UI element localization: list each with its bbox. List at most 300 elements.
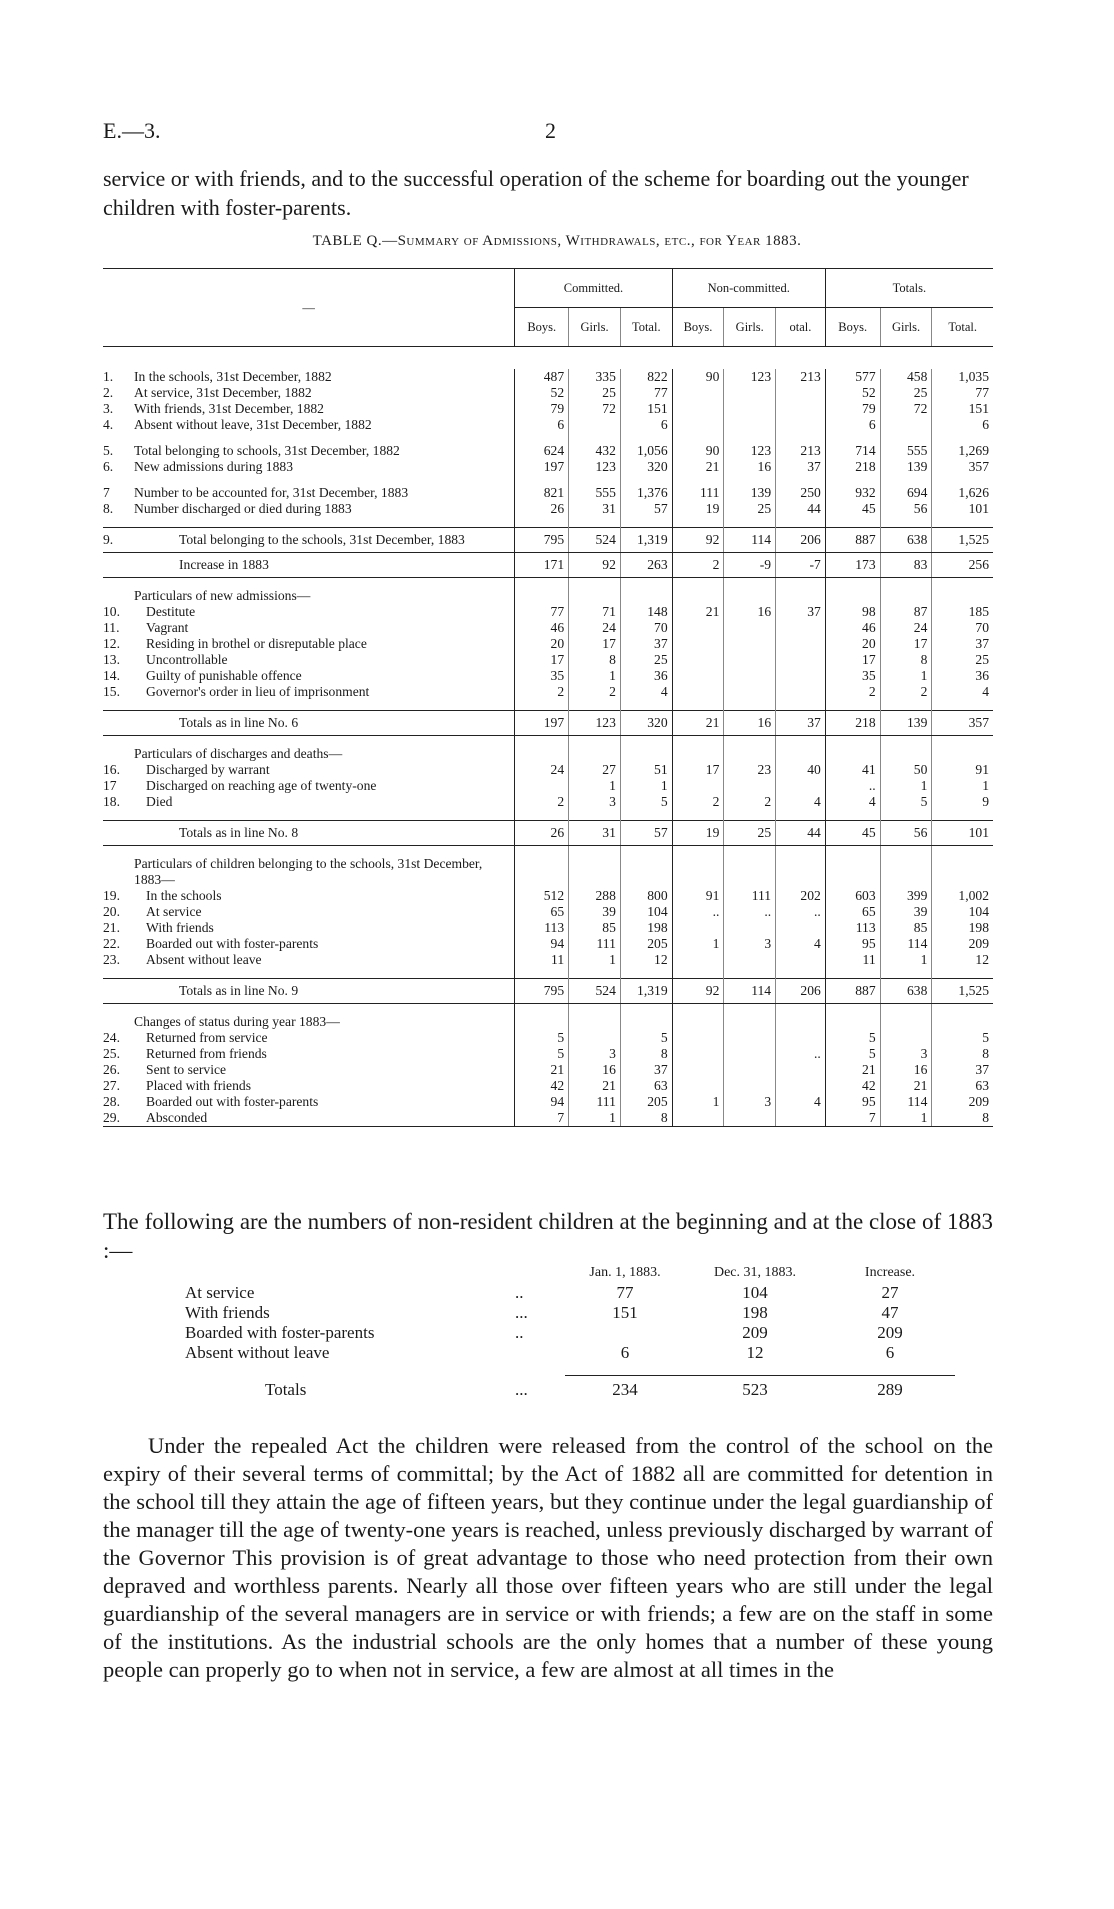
spacer-row [103, 1004, 993, 1015]
table-cell: 85 [569, 920, 621, 936]
row-label: Vagrant [146, 620, 189, 635]
table-cell: 20 [825, 636, 880, 652]
spacer-row [103, 810, 993, 821]
table-cell: 17 [880, 636, 932, 652]
table-cell: 65 [515, 904, 569, 920]
table-cell [515, 746, 569, 762]
table-cell: 17 [825, 652, 880, 668]
nr-value: 289 [877, 1380, 903, 1399]
row-label: Absent without leave [146, 952, 262, 967]
table-cell [776, 778, 826, 794]
table-cell [672, 620, 724, 636]
col-header: Girls. [724, 308, 776, 347]
nr-leader-dots: .. [515, 1283, 524, 1302]
table-cell: 91 [932, 762, 993, 778]
table-cell: 71 [569, 604, 621, 620]
page-number: 2 [545, 118, 556, 143]
table-cell: 4 [776, 794, 826, 810]
nr-value: 523 [742, 1380, 768, 1399]
table-cell: 98 [825, 604, 880, 620]
body-paragraph-text: Under the repealed Act the children were released from the control of the school on the expiry of their several terms of committal; by the Act of 1882 all are committed for detention in the school till they attain the age of fifteen years, but they continue under the legal guardianship of the manager till the age of twenty-one years is reached, unless previously discharged by warrant of the Governor This provision is of great advantage to those who need protection from their own depraved and worthless parents. Nearly all those over fifteen years who are still under the legal guardianship of the several managers are in service or with friends; a few are on the staff in some of the institutions. As the industrial schools are the only homes that a number of these young people can properly go to when not in service, a few are almost at all times in the [103, 1433, 993, 1682]
row-number: 20. [103, 904, 120, 919]
table-cell [932, 1014, 993, 1030]
total-row [103, 553, 993, 578]
table-cell: 458 [880, 369, 932, 385]
col-header: Boys. [825, 308, 880, 347]
row-label: Discharged on reaching age of twenty-one [146, 778, 377, 793]
table-cell: 2 [825, 684, 880, 700]
table-cell: 111 [569, 936, 621, 952]
table-cell: 5 [620, 1030, 672, 1046]
table-cell: 198 [620, 920, 672, 936]
row-number [103, 821, 134, 846]
table-row [103, 794, 993, 810]
table-cell: 94 [515, 936, 569, 952]
table-cell: 123 [724, 369, 776, 385]
table-cell: 357 [932, 711, 993, 736]
table-cell [515, 778, 569, 794]
row-label: Increase in 1883 [134, 553, 515, 578]
table-cell: 114 [880, 1094, 932, 1110]
table-cell: 209 [932, 1094, 993, 1110]
row-number: 6. [103, 459, 114, 474]
table-row [103, 620, 993, 636]
table-cell: -7 [776, 553, 826, 578]
table-cell: 2 [569, 684, 621, 700]
table-cell: 151 [620, 401, 672, 417]
row-number: 29. [103, 1110, 134, 1127]
nr-value [565, 1323, 685, 1343]
table-cell: 1 [569, 668, 621, 684]
table-cell: 1 [569, 1110, 621, 1127]
table-caption-title: Summary of Admissions, Withdrawals, etc., for Year 1883. [397, 233, 802, 249]
table-row [103, 668, 993, 684]
table-cell: 92 [672, 528, 724, 553]
table-cell: 1,056 [620, 443, 672, 459]
table-cell [932, 588, 993, 604]
row-number: 28. [103, 1094, 120, 1109]
table-cell: 114 [724, 979, 776, 1004]
table-cell: 7 [515, 1110, 569, 1127]
table-cell [515, 588, 569, 604]
nr-label: With friends [185, 1303, 270, 1322]
row-number: 4. [103, 417, 114, 432]
table-cell: 70 [620, 620, 672, 636]
table-cell: 8 [620, 1046, 672, 1062]
table-cell: 46 [825, 620, 880, 636]
row-label: Total belonging to schools, 31st December, 1882 [134, 443, 400, 458]
table-cell: 45 [825, 501, 880, 517]
row-label: Absconded [134, 1110, 515, 1127]
table-cell: 1 [932, 778, 993, 794]
row-number: 19. [103, 888, 120, 903]
nr-rule-row [185, 1363, 955, 1376]
table-cell: 213 [776, 369, 826, 385]
table-cell: 320 [620, 711, 672, 736]
table-row [103, 417, 993, 433]
col-header: Girls. [880, 308, 932, 347]
table-cell: 1 [880, 668, 932, 684]
table-cell: 111 [569, 1094, 621, 1110]
table-cell: 139 [880, 459, 932, 475]
table-cell: 113 [515, 920, 569, 936]
row-label: Number discharged or died during 1883 [134, 501, 352, 516]
table-cell: 1 [880, 778, 932, 794]
table-cell [672, 1014, 724, 1030]
nr-leader-dots: ... [515, 1303, 528, 1322]
table-cell [672, 668, 724, 684]
table-cell [515, 1014, 569, 1030]
table-cell [724, 952, 776, 968]
table-cell [672, 1030, 724, 1046]
table-cell: 101 [932, 501, 993, 517]
table-cell: 90 [672, 443, 724, 459]
nr-col-header: Jan. 1, 1883. [589, 1265, 661, 1280]
table-caption-prefix: TABLE Q.— [312, 233, 398, 249]
nr-label: Totals [265, 1379, 307, 1399]
row-label: Changes of status during year 1883— [134, 1014, 340, 1029]
table-cell [932, 856, 993, 888]
table-cell: 37 [776, 459, 826, 475]
nonresident-table [185, 1263, 955, 1400]
table-cell: 95 [825, 936, 880, 952]
table-cell: 63 [932, 1078, 993, 1094]
table-cell [776, 668, 826, 684]
table-cell: 4 [932, 684, 993, 700]
table-cell [724, 1078, 776, 1094]
table-cell: 5 [515, 1046, 569, 1062]
body-paragraph [103, 1432, 993, 1684]
table-cell [724, 1110, 776, 1127]
table-cell [776, 652, 826, 668]
table-cell [724, 652, 776, 668]
table-cell [776, 746, 826, 762]
table-cell: 39 [569, 904, 621, 920]
table-cell: 17 [672, 762, 724, 778]
table-cell [776, 952, 826, 968]
table-cell [672, 684, 724, 700]
table-cell: 821 [515, 485, 569, 501]
table-cell: 1,525 [932, 979, 993, 1004]
table-cell: 123 [569, 711, 621, 736]
table-row [103, 1094, 993, 1110]
table-cell [724, 620, 776, 636]
table-row [103, 652, 993, 668]
table-cell [569, 588, 621, 604]
table-cell: 399 [880, 888, 932, 904]
table-cell: 206 [776, 528, 826, 553]
table-cell: 4 [825, 794, 880, 810]
table-cell [672, 636, 724, 652]
section-heading-row [103, 746, 993, 762]
table-cell: 6 [825, 417, 880, 433]
table-cell: 1,035 [932, 369, 993, 385]
col-header: Total. [932, 308, 993, 347]
table-cell: 714 [825, 443, 880, 459]
table-cell: 171 [515, 553, 569, 578]
table-cell: 51 [620, 762, 672, 778]
table-cell: 42 [515, 1078, 569, 1094]
table-caption [0, 233, 1114, 250]
table-cell: 6 [515, 417, 569, 433]
row-label: Returned from service [146, 1030, 268, 1045]
table-cell [672, 385, 724, 401]
col-header: Total. [620, 308, 672, 347]
table-cell [672, 588, 724, 604]
row-label: Totals as in line No. 8 [134, 821, 515, 846]
table-cell [880, 746, 932, 762]
table-row [103, 1110, 993, 1127]
table-cell [776, 920, 826, 936]
table-cell: 1,269 [932, 443, 993, 459]
table-cell: 111 [672, 485, 724, 501]
row-label: In the schools, 31st December, 1882 [134, 369, 332, 384]
table-cell: 5 [620, 794, 672, 810]
nr-label: Boarded with foster-parents [185, 1323, 375, 1342]
nr-leader-dots: ... [515, 1379, 528, 1399]
table-cell [776, 417, 826, 433]
row-number: 18. [103, 794, 120, 809]
table-cell [672, 1046, 724, 1062]
table-cell: 35 [825, 668, 880, 684]
row-label: Returned from friends [146, 1046, 267, 1061]
nr-value: 6 [620, 1343, 630, 1362]
nr-value: 77 [616, 1283, 634, 1302]
table-cell: .. [724, 904, 776, 920]
nr-value: 234 [612, 1380, 638, 1399]
nr-value: 12 [746, 1343, 764, 1362]
table-cell: 79 [515, 401, 569, 417]
table-cell [724, 1030, 776, 1046]
table-cell: 173 [825, 553, 880, 578]
row-label: Total belonging to the schools, 31st December, 1883 [134, 528, 515, 553]
row-number: 1. [103, 369, 114, 384]
table-cell [724, 401, 776, 417]
col-header: Boys. [515, 308, 569, 347]
table-row [103, 952, 993, 968]
table-cell: 2 [515, 684, 569, 700]
nr-row [185, 1343, 955, 1363]
table-cell [825, 588, 880, 604]
row-number [103, 746, 134, 762]
row-number: 13. [103, 652, 120, 667]
intro-paragraph: service or with friends, and to the successful operation of the scheme for boarding out the younger children with foster-parents. [103, 166, 969, 220]
group-header-committed: Committed. [515, 269, 672, 308]
table-cell: 6 [620, 417, 672, 433]
table-cell: 577 [825, 369, 880, 385]
row-number [103, 711, 134, 736]
table-cell: 5 [825, 1030, 880, 1046]
table-row [103, 888, 993, 904]
spacer-row [103, 433, 993, 443]
table-cell [672, 1110, 724, 1127]
row-label: Number to be accounted for, 31st December, 1883 [134, 485, 409, 500]
table-cell [880, 1014, 932, 1030]
table-cell: 37 [620, 1062, 672, 1078]
table-cell: 24 [515, 762, 569, 778]
table-cell: 202 [776, 888, 826, 904]
nr-leader-dots: .. [515, 1323, 524, 1342]
table-cell: 65 [825, 904, 880, 920]
table-cell: 26 [515, 501, 569, 517]
table-row [103, 401, 993, 417]
table-cell: 3 [569, 1046, 621, 1062]
nr-value: 27 [881, 1283, 899, 1302]
table-cell: 4 [776, 1094, 826, 1110]
table-cell [880, 1030, 932, 1046]
row-label: Particulars of new admissions— [134, 588, 311, 603]
table-cell: 31 [569, 501, 621, 517]
table-cell [776, 1078, 826, 1094]
table-cell: 3 [569, 794, 621, 810]
table-cell: 6 [932, 417, 993, 433]
row-label: Uncontrollable [146, 652, 228, 667]
table-cell [672, 417, 724, 433]
table-row [103, 1062, 993, 1078]
table-cell: 37 [776, 604, 826, 620]
table-cell: 44 [776, 501, 826, 517]
table-cell: 35 [515, 668, 569, 684]
table-cell: 31 [569, 821, 621, 846]
table-cell: 16 [724, 711, 776, 736]
table-cell: 92 [672, 979, 724, 1004]
table-cell: 205 [620, 936, 672, 952]
table-row [103, 501, 993, 517]
table-cell [672, 1078, 724, 1094]
table-cell: 185 [932, 604, 993, 620]
table-cell: 56 [880, 821, 932, 846]
table-cell: 3 [724, 1094, 776, 1110]
row-number: 27. [103, 1078, 120, 1093]
table-cell: .. [825, 778, 880, 794]
table-cell: 83 [880, 553, 932, 578]
table-cell: 87 [880, 604, 932, 620]
table-cell [569, 417, 621, 433]
table-cell: 123 [724, 443, 776, 459]
table-cell: 25 [620, 652, 672, 668]
table-cell: 37 [776, 711, 826, 736]
table-cell: 21 [515, 1062, 569, 1078]
row-number: 26. [103, 1062, 120, 1077]
table-cell [724, 856, 776, 888]
table-cell: 91 [672, 888, 724, 904]
nr-label: At service [185, 1283, 255, 1302]
table-cell: 70 [932, 620, 993, 636]
table-row [103, 443, 993, 459]
table-cell: 77 [620, 385, 672, 401]
table-cell: .. [776, 904, 826, 920]
table-cell: 213 [776, 443, 826, 459]
table-cell [724, 746, 776, 762]
table-cell: 1 [880, 952, 932, 968]
table-cell: 487 [515, 369, 569, 385]
row-label: Residing in brothel or disreputable place [146, 636, 367, 651]
row-label: Discharged by warrant [146, 762, 270, 777]
row-number: 8. [103, 501, 114, 516]
table-cell: 44 [776, 821, 826, 846]
nr-value: 47 [881, 1303, 899, 1322]
table-cell: 24 [569, 620, 621, 636]
table-cell: .. [672, 904, 724, 920]
table-cell: 603 [825, 888, 880, 904]
table-cell: 113 [825, 920, 880, 936]
row-label: Destitute [146, 604, 196, 619]
table-cell: 21 [672, 604, 724, 620]
table-cell [672, 401, 724, 417]
table-row [103, 778, 993, 794]
table-cell: 887 [825, 528, 880, 553]
table-cell: 197 [515, 711, 569, 736]
table-row [103, 385, 993, 401]
table-cell: 123 [569, 459, 621, 475]
table-cell: 114 [880, 936, 932, 952]
summary-table [103, 268, 993, 1127]
table-cell: 524 [569, 979, 621, 1004]
table-cell: -9 [724, 553, 776, 578]
table-cell [776, 636, 826, 652]
table-cell [724, 417, 776, 433]
row-number [103, 1014, 134, 1030]
table-cell: 8 [569, 652, 621, 668]
table-cell: 17 [569, 636, 621, 652]
table-cell [724, 778, 776, 794]
table-cell [724, 684, 776, 700]
table-cell: 57 [620, 821, 672, 846]
row-label: At service, 31st December, 1882 [134, 385, 312, 400]
table-cell: 72 [880, 401, 932, 417]
table-cell: 111 [724, 888, 776, 904]
row-number [103, 856, 134, 888]
row-label: Particulars of children belonging to the schools, 31st December, 1883— [134, 856, 483, 887]
table-cell [672, 746, 724, 762]
row-label: Sent to service [146, 1062, 227, 1077]
table-cell: 1 [620, 778, 672, 794]
spacer-row [103, 517, 993, 528]
table-cell [880, 856, 932, 888]
table-cell: 932 [825, 485, 880, 501]
spacer-row [103, 700, 993, 711]
group-header-noncommitted: Non-committed. [672, 269, 825, 308]
table-cell: 85 [880, 920, 932, 936]
table-cell: 263 [620, 553, 672, 578]
table-cell: 37 [932, 1062, 993, 1078]
table-row [103, 604, 993, 620]
table-cell: 37 [620, 636, 672, 652]
row-number: 15. [103, 684, 120, 699]
table-cell: 2 [672, 794, 724, 810]
nr-leader-dots [515, 1343, 565, 1363]
table-cell: 7 [825, 1110, 880, 1127]
table-cell: 4 [620, 684, 672, 700]
spacer-row [103, 846, 993, 857]
nr-row [185, 1283, 955, 1303]
table-cell: 432 [569, 443, 621, 459]
table-cell: 23 [724, 762, 776, 778]
page-reference: E.—3. [103, 118, 161, 143]
table-cell: 17 [515, 652, 569, 668]
table-row [103, 485, 993, 501]
total-row [103, 821, 993, 846]
group-header-totals: Totals. [825, 269, 993, 308]
spacer-row [103, 475, 993, 485]
table-cell [776, 385, 826, 401]
table-cell: 1 [569, 952, 621, 968]
row-number: 22. [103, 936, 120, 951]
nr-col-header: Increase. [864, 1265, 916, 1280]
table-cell: 151 [932, 401, 993, 417]
table-cell [515, 856, 569, 888]
table-cell: 8 [932, 1110, 993, 1127]
